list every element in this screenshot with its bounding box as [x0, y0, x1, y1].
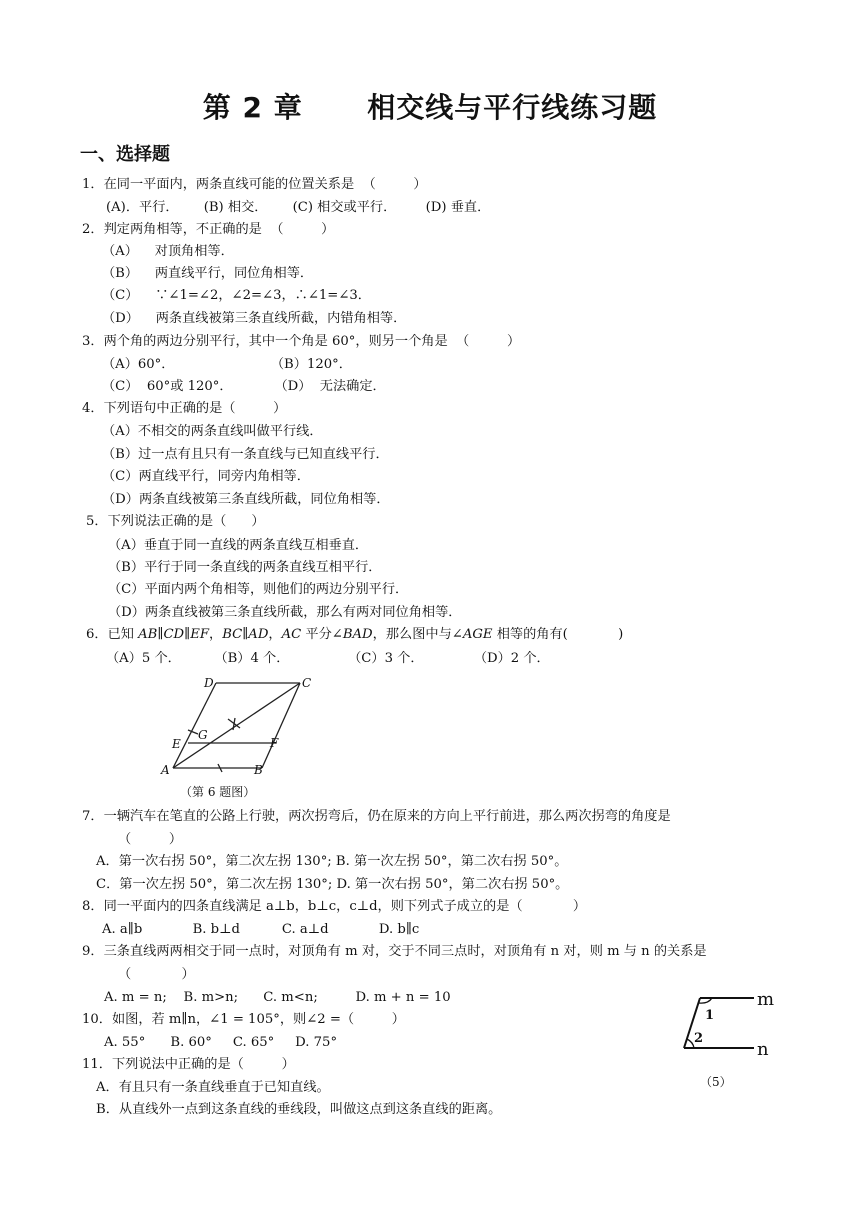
question-4-option-b: （B）过一点有且只有一条直线与已知直线平行．	[102, 447, 389, 462]
question-2-option-c: （C） ∵∠1=∠2，∠2=∠3，∴∠1=∠3．	[102, 288, 371, 303]
question-10-stem: 10．如图，若 m∥n，∠1 = 105°，则∠2 =（ ）	[82, 1012, 405, 1027]
q6-cond-5: AGE	[462, 627, 493, 642]
question-5-option-c: （C）平面内两个角相等，则他们的两边分别平行．	[108, 582, 409, 597]
question-5-stem: 5．下列说法正确的是（ ）	[86, 514, 265, 529]
question-6-stem	[86, 626, 623, 644]
q6-sep-1: ，	[209, 627, 223, 642]
question-2-option-a: （A） 对顶角相等．	[102, 244, 234, 259]
fig6-label-d: D	[204, 676, 214, 690]
question-10-options: A. 55° B. 60° C. 65° D. 75°	[104, 1035, 338, 1050]
q6-sep-2: ，	[268, 627, 282, 642]
question-4-option-d: （D）两条直线被第三条直线所截，同位角相等．	[102, 492, 390, 507]
fig10-label-n: n	[757, 1039, 769, 1058]
question-4-stem: 4．下列语句中正确的是（ ）	[82, 401, 287, 416]
question-5-option-a: （A）垂直于同一直线的两条直线互相垂直．	[108, 538, 369, 553]
q6-text-1: 平分∠	[301, 627, 343, 642]
question-9-stem: 9．三条直线两两相交于同一点时，对顶角有 m 对，交于不同三点时，对顶角有 n 对，则 m 与 n 的关系是	[82, 944, 707, 959]
q6-text-2: ，那么图中与∠	[372, 627, 463, 642]
q6-cond-1: AB∥CD∥EF	[138, 627, 209, 642]
question-11-option-a: A．有且只有一条直线垂直于已知直线。	[96, 1080, 330, 1095]
figure-6-parallelogram	[150, 668, 330, 778]
page-title: 第 2 章 相交线与平行线练习题	[202, 91, 658, 124]
question-5-option-b: （B）平行于同一条直线的两条直线互相平行．	[108, 560, 382, 575]
question-2-option-d: （D） 两条直线被第三条直线所截，内错角相等．	[102, 311, 407, 326]
question-4-option-a: （A）不相交的两条直线叫做平行线．	[102, 424, 323, 439]
q6-cond-4: BAD	[342, 627, 373, 642]
fig6-tick-ad	[188, 730, 198, 734]
question-3-stem: 3．两个角的两边分别平行，其中一个角是 60°，则另一个角是 （ ）	[82, 334, 521, 349]
fig6-label-b: B	[254, 763, 263, 777]
question-2-option-b: （B） 两直线平行，同位角相等．	[102, 266, 314, 281]
fig10-label-angle-2: 2	[694, 1031, 704, 1046]
question-9-paren: （ ）	[118, 967, 195, 982]
fig10-label-m: m	[757, 989, 775, 1010]
question-9-options: A. m = n; B. m>n; C. m<n; D. m + n = 10	[104, 990, 451, 1005]
question-3-options-cd: （C） 60°或 120°． （D） 无法确定．	[102, 379, 386, 394]
question-2-stem: 2．判定两角相等，不正确的是 （ ）	[82, 222, 335, 237]
q6-cond-2: BC∥AD	[222, 627, 269, 642]
question-1-stem: 1．在同一平面内，两条直线可能的位置关系是 （ ）	[82, 177, 427, 192]
fig10-label-angle-1: 1	[705, 1008, 715, 1023]
q6-num: 6．已知	[86, 627, 139, 642]
question-1-options: (A)．平行． (B) 相交． (C) 相交或平行． (D) 垂直．	[106, 200, 491, 215]
question-5-option-d: （D）两条直线被第三条直线所截，那么有两对同位角相等．	[108, 605, 462, 620]
q6-text-3: 相等的角有( )	[492, 627, 624, 642]
question-7-options-cd: C．第一次左拐 50°，第二次左拐 130°; D. 第一次右拐 50°，第二次右拐 50°。	[96, 877, 569, 892]
question-7-stem: 7．一辆汽车在笔直的公路上行驶，两次拐弯后，仍在原来的方向上平行前进，那么两次拐弯的角度是	[82, 809, 671, 824]
question-8-stem: 8．同一平面内的四条直线满足 a⊥b，b⊥c，c⊥d，则下列式子成立的是（ ）	[82, 899, 587, 914]
fig6-label-c: C	[302, 676, 312, 690]
fig6-label-a: A	[161, 763, 170, 777]
figure-10-caption: （5）	[700, 1075, 732, 1089]
question-11-option-b: B．从直线外一点到这条直线的垂线段，叫做这点到这条直线的距离。	[96, 1102, 502, 1117]
question-7-options-ab: A．第一次右拐 50°，第二次左拐 130°; B. 第一次左拐 50°，第二次右拐 50°。	[96, 854, 568, 869]
figure-10-parallel-lines	[672, 988, 792, 1058]
fig6-label-g: G	[198, 728, 208, 742]
question-4-option-c: （C）两直线平行，同旁内角相等．	[102, 469, 310, 484]
fig6-label-f: F	[270, 736, 279, 750]
question-11-stem: 11．下列说法中正确的是（ ）	[82, 1057, 295, 1072]
question-3-options-ab: （A）60°． （B）120°．	[102, 357, 352, 372]
question-7-paren: （ ）	[118, 832, 183, 847]
fig10-angle-2-arc	[687, 1039, 694, 1048]
fig6-segment-da	[173, 683, 216, 768]
question-6-options: （A）5 个． （B）4 个． （C）3 个． （D）2 个．	[106, 651, 550, 666]
question-8-options: A. a∥b B. b⊥d C. a⊥d D. b∥c	[102, 922, 420, 937]
figure-6-caption: （第 6 题图）	[180, 785, 256, 799]
q6-cond-3: AC	[281, 627, 302, 642]
fig6-label-e: E	[172, 737, 181, 751]
section-heading: 一、选择题	[80, 144, 170, 165]
